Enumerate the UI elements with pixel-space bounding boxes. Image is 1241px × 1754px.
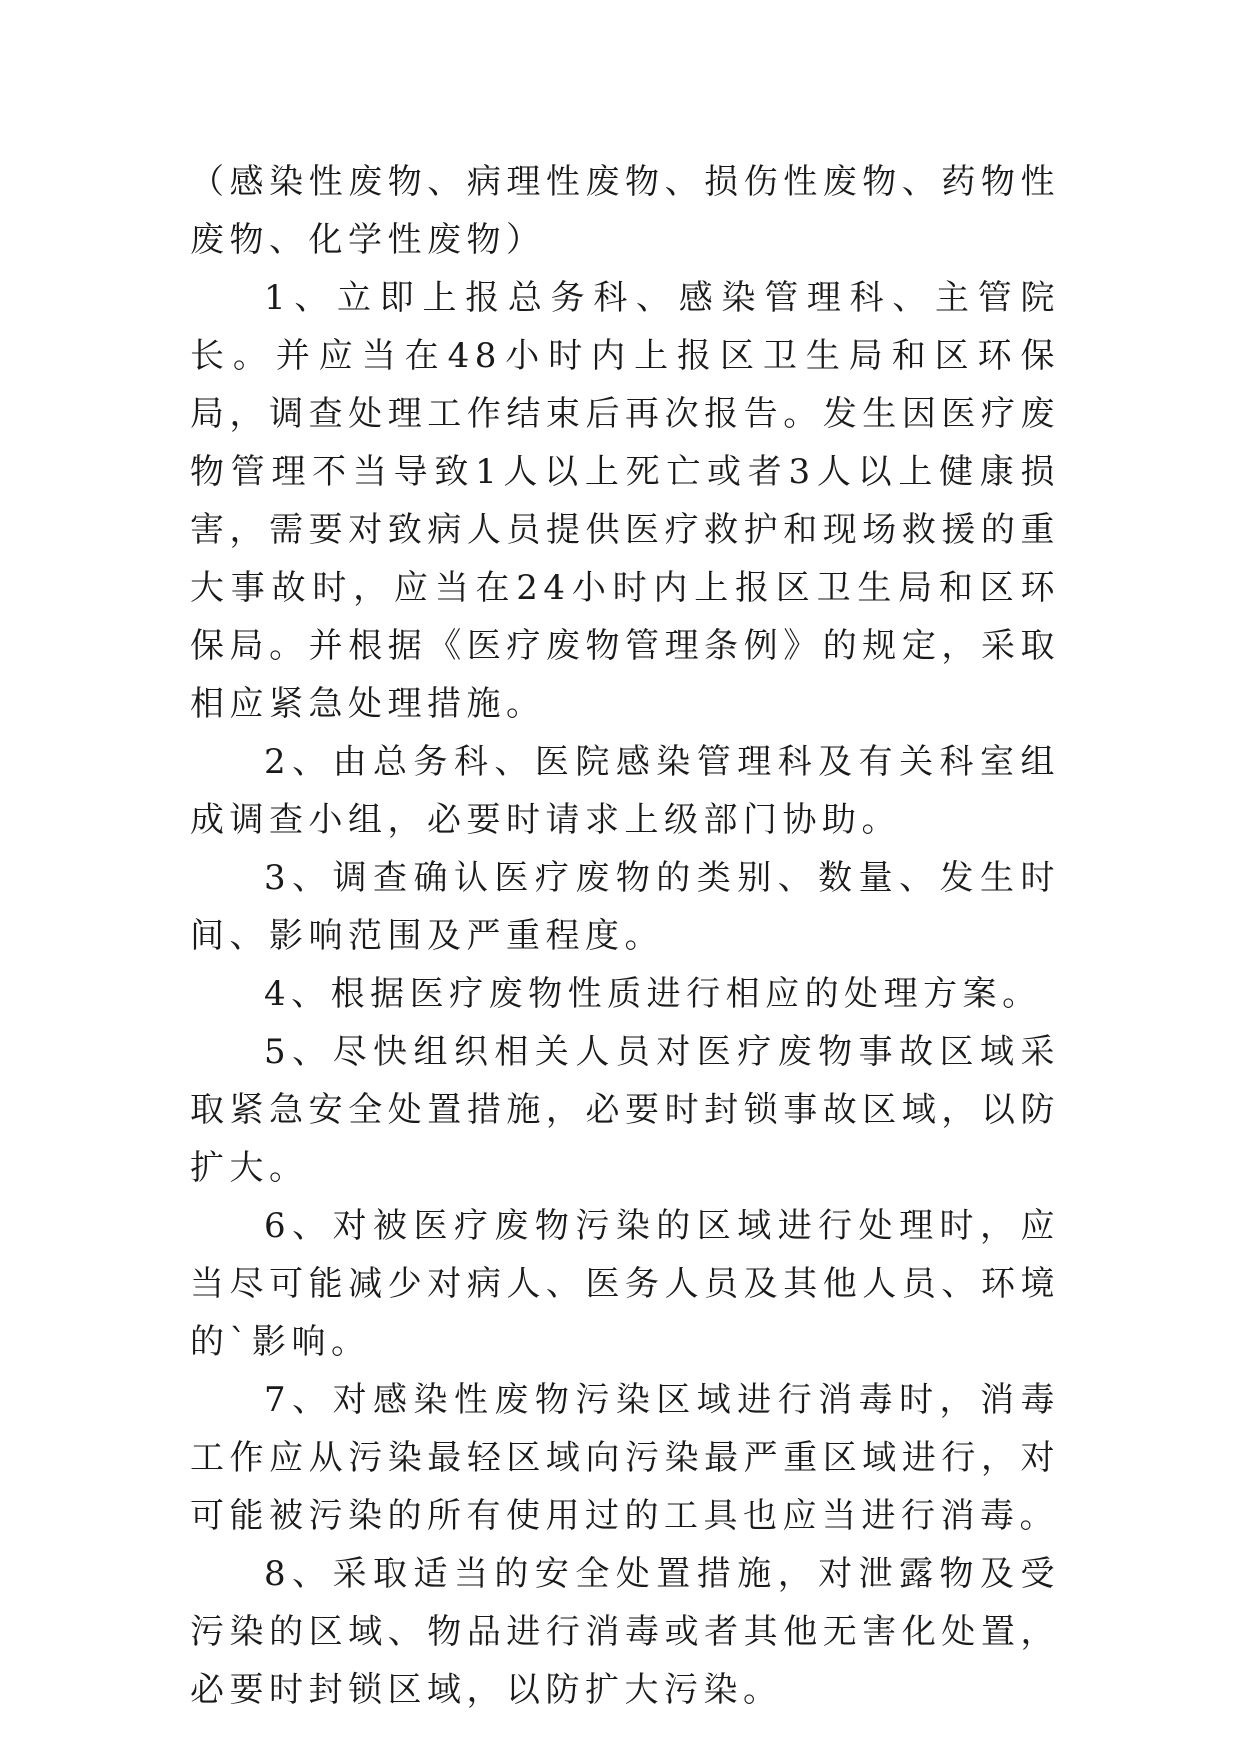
paragraph-item-8: 8、采取适当的安全处置措施，对泄露物及受污染的区域、物品进行消毒或者其他无害化处置，必要时封锁区域，以防扩大污染。	[190, 1554, 1060, 1710]
paragraph-waste-categories: （感染性废物、病理性废物、损伤性废物、药物性废物、化学性废物）	[190, 162, 1060, 260]
paragraph-item-1: 1、立即上报总务科、感染管理科、主管院长。并应当在48小时内上报区卫生局和区环保局，调查处理工作结束后再次报告。发生因医疗废物管理不当导致1人以上死亡或者3人以上健康损害，需要对致病人员提供医疗救护和现场救援的重大事故时，应当在24小时内上报区卫生局和区环保局。并根据《医疗废物管理条例》的规定，采取相应紧急处理措施。	[190, 278, 1060, 724]
paragraph-item-5: 5、尽快组织相关人员对医疗废物事故区域采取紧急安全处置措施，必要时封锁事故区域，以防扩大。	[190, 1032, 1060, 1188]
paragraph-item-4: 4、根据医疗废物性质进行相应的处理方案。	[264, 974, 1042, 1014]
document-body	[190, 153, 1060, 1719]
paragraph-item-6: 6、对被医疗废物污染的区域进行处理时，应当尽可能减少对病人、医务人员及其他人员、环境的`影响。	[190, 1206, 1060, 1362]
paragraph-item-2: 2、由总务科、医院感染管理科及有关科室组成调查小组，必要时请求上级部门协助。	[190, 742, 1060, 840]
paragraph-item-7: 7、对感染性废物污染区域进行消毒时，消毒工作应从污染最轻区域向污染最严重区域进行，对可能被污染的所有使用过的工具也应当进行消毒。	[190, 1380, 1060, 1536]
paragraph-item-3: 3、调查确认医疗废物的类别、数量、发生时间、影响范围及严重程度。	[190, 858, 1060, 956]
